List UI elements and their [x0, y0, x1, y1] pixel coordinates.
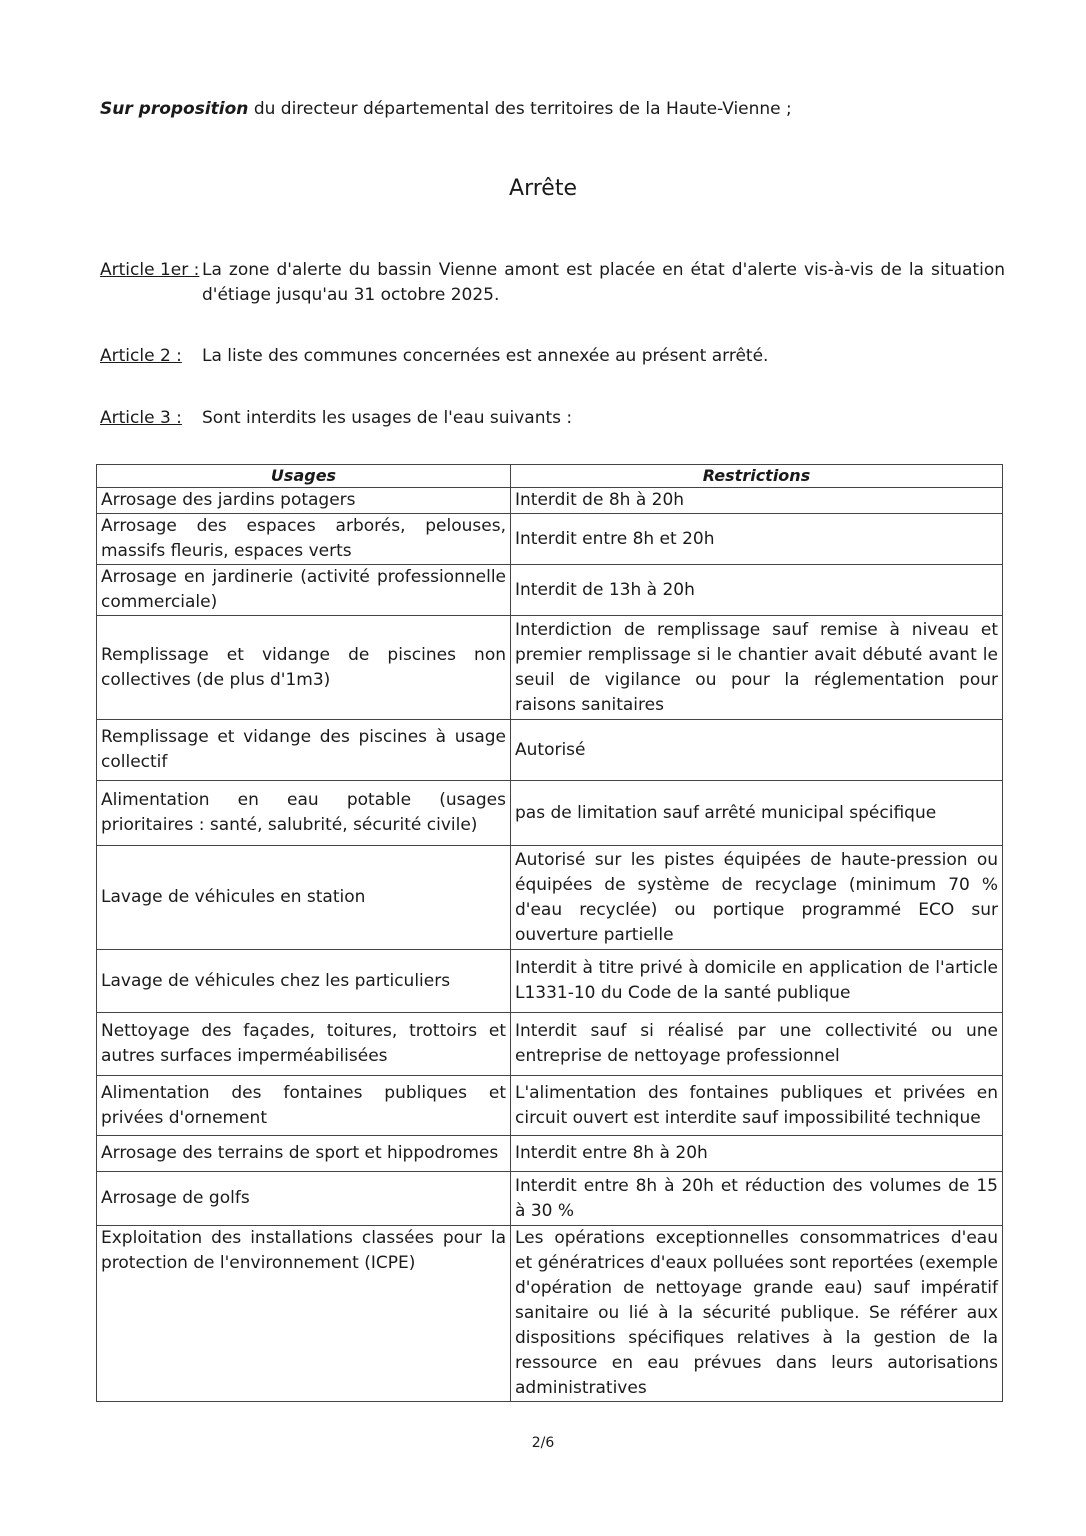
table-row [97, 1226, 1003, 1402]
table-row [97, 565, 1003, 616]
restriction-cell: Interdiction de remplissage sauf remise à niveau et premier remplissage si le chantier avait débuté avant le seuil de vigilance ou pour la réglementation pour raisons sanitaires [511, 616, 1003, 720]
water-restrictions-table [96, 464, 1003, 1402]
article-1-text: La zone d'alerte du bassin Vienne amont est placée en état d'alerte vis-à-vis de la situation d'étiage jusqu'au 31 octobre 2025. [202, 260, 1005, 305]
article-3-text: Sont interdits les usages de l'eau suivants : [202, 408, 573, 428]
article-1-label: Article 1er : [100, 260, 200, 280]
article-1 [100, 258, 1005, 308]
intro-paragraph [100, 97, 1000, 121]
usage-cell: Exploitation des installations classées pour la protection de l'environnement (ICPE) [97, 1226, 511, 1402]
restriction-cell: pas de limitation sauf arrêté municipal spécifique [511, 781, 1003, 846]
usage-cell: Remplissage et vidange de piscines non collectives (de plus d'1m3) [97, 616, 511, 720]
restriction-cell: Interdit sauf si réalisé par une collectivité ou une entreprise de nettoyage professionnel [511, 1013, 1003, 1076]
table-row [97, 1172, 1003, 1226]
intro-emphasis: Sur proposition [100, 99, 249, 119]
table-row [97, 846, 1003, 950]
article-3-label: Article 3 : [100, 408, 182, 428]
usage-cell: Alimentation en eau potable (usages prioritaires : santé, salubrité, sécurité civile) [97, 781, 511, 846]
article-2-text: La liste des communes concernées est annexée au présent arrêté. [202, 346, 769, 366]
usage-cell: Arrosage de golfs [97, 1172, 511, 1226]
table-row [97, 1136, 1003, 1172]
restriction-cell: Interdit de 8h à 20h [511, 488, 1003, 514]
table-row [97, 1013, 1003, 1076]
table-row [97, 1076, 1003, 1136]
header-usages: Usages [97, 465, 511, 488]
article-2 [100, 344, 1005, 369]
header-restrictions: Restrictions [511, 465, 1003, 488]
restriction-cell: Interdit entre 8h et 20h [511, 514, 1003, 565]
usage-cell: Arrosage des jardins potagers [97, 488, 511, 514]
usage-cell: Alimentation des fontaines publiques et privées d'ornement [97, 1076, 511, 1136]
restriction-cell: Les opérations exceptionnelles consommatrices d'eau et génératrices d'eaux polluées sont reportées (exemple d'opération de nettoyage grande eau) sauf impératif sanitaire ou lié à la sécurité publique. Se référer aux dispositions spécifiques relatives à la gestion de la ressource en eau prévues dans leurs autorisations administratives [511, 1226, 1003, 1402]
table-row [97, 488, 1003, 514]
usage-cell: Arrosage des terrains de sport et hippodromes [97, 1136, 511, 1172]
restriction-cell: Autorisé sur les pistes équipées de haute-pression ou équipées de système de recyclage (minimum 70 % d'eau recyclée) ou portique programmé ECO sur ouverture partielle [511, 846, 1003, 950]
usage-cell: Lavage de véhicules en station [97, 846, 511, 950]
table-row [97, 781, 1003, 846]
article-2-label: Article 2 : [100, 346, 182, 366]
article-3 [100, 406, 1005, 431]
decree-heading: Arrête [509, 176, 577, 201]
page-number: 2/6 [531, 1435, 555, 1451]
table-row [97, 720, 1003, 781]
usage-cell: Remplissage et vidange des piscines à usage collectif [97, 720, 511, 781]
table-row [97, 514, 1003, 565]
table-row [97, 950, 1003, 1013]
restriction-cell: Interdit entre 8h à 20h et réduction des volumes de 15 à 30 % [511, 1172, 1003, 1226]
usage-cell: Arrosage des espaces arborés, pelouses, massifs fleuris, espaces verts [97, 514, 511, 565]
restriction-cell: Interdit de 13h à 20h [511, 565, 1003, 616]
restriction-cell: L'alimentation des fontaines publiques et privées en circuit ouvert est interdite sauf impossibilité technique [511, 1076, 1003, 1136]
usage-cell: Nettoyage des façades, toitures, trottoirs et autres surfaces imperméabilisées [97, 1013, 511, 1076]
table-header-row [97, 465, 1003, 488]
intro-text: du directeur départemental des territoires de la Haute-Vienne ; [248, 99, 792, 119]
usage-cell: Arrosage en jardinerie (activité professionnelle commerciale) [97, 565, 511, 616]
table-row [97, 616, 1003, 720]
usage-cell: Lavage de véhicules chez les particuliers [97, 950, 511, 1013]
restriction-cell: Interdit entre 8h à 20h [511, 1136, 1003, 1172]
restriction-cell: Autorisé [511, 720, 1003, 781]
restriction-cell: Interdit à titre privé à domicile en application de l'article L1331-10 du Code de la santé publique [511, 950, 1003, 1013]
